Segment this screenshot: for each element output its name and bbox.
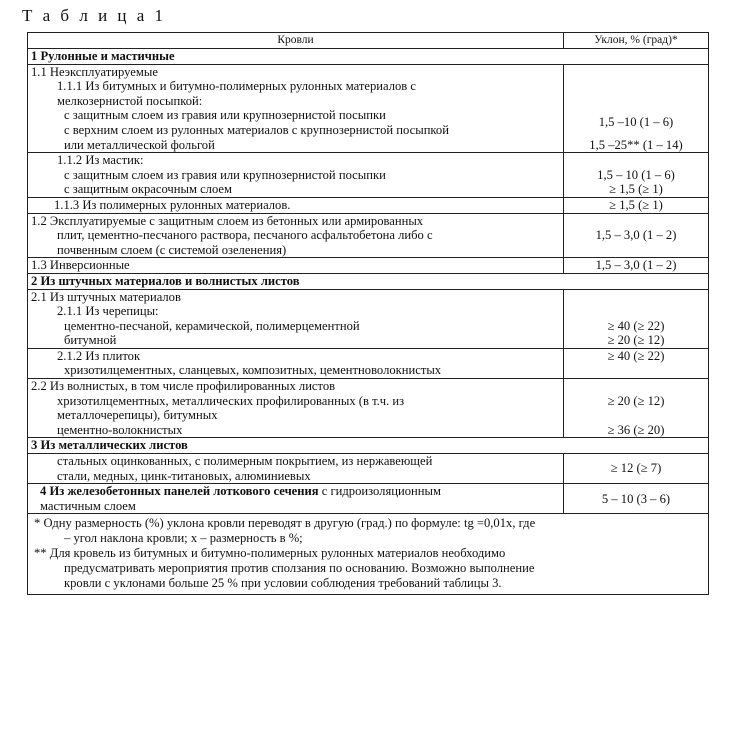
table-row xyxy=(28,379,709,438)
value-cell: 1,5 – 10 (1 – 6) xyxy=(597,167,675,182)
table-row xyxy=(28,197,709,213)
row-1-2-line-c: почвенным слоем (с системой озеленения) xyxy=(57,242,287,257)
row-3-line-a: стальных оцинкованных, с полимерным покрытием, из нержавеющей xyxy=(57,454,433,469)
roof-slope-table xyxy=(27,32,709,595)
table-row xyxy=(28,213,709,258)
value-cell: ≥ 1,5 (≥ 1) xyxy=(609,182,663,197)
row-1-1-2-cell xyxy=(28,153,564,198)
value-cell: ≥ 20 (≥ 12) xyxy=(607,333,665,348)
row-2-1-cell xyxy=(28,289,564,348)
value-cell: ≥ 40 (≥ 22) xyxy=(607,318,665,333)
table-row xyxy=(28,258,709,274)
table-row xyxy=(28,64,709,153)
row-1-1-2-values xyxy=(564,153,709,198)
section-row xyxy=(28,273,709,289)
row-1-1-cell xyxy=(28,64,564,153)
row-1-1-3-title: 1.1.3 Из полимерных рулонных материалов. xyxy=(28,197,564,213)
row-2-1-1-title: 2.1.1 Из черепицы: xyxy=(57,304,159,319)
row-2-2-values xyxy=(564,379,709,438)
value-cell: ≥ 40 (≥ 22) xyxy=(564,348,709,378)
value-cell: ≥ 36 (≥ 20) xyxy=(607,422,665,437)
header-row xyxy=(28,33,709,49)
table-caption: Т а б л и ц а 1 xyxy=(22,6,167,25)
row-4-line-a xyxy=(31,484,560,499)
row-1-3-title: 1.3 Инверсионные xyxy=(28,258,564,274)
section-title-3: 3 Из металлических листов xyxy=(28,438,709,454)
row-1-1-1-line-b: мелкозернистой посыпкой: xyxy=(57,93,203,108)
row-2-1-1-item-2: битумной xyxy=(64,333,117,348)
row-2-2-line-a: 2.2 Из волнистых, в том числе профилированных листов xyxy=(31,379,336,394)
row-2-2-cell xyxy=(28,379,564,438)
row-2-1-2-cell xyxy=(28,348,564,378)
section-title-2: 2 Из штучных материалов и волнистых листов xyxy=(28,273,709,289)
table-row xyxy=(28,484,709,514)
row-3-line-b: стали, медных, цинк-титановых, алюминиевых xyxy=(57,468,311,483)
footnote-1-line-b: – угол наклона кровли; x – размерность в %; xyxy=(64,531,303,546)
section-title-4-rest: с гидроизоляционным xyxy=(318,484,441,499)
row-2-1-1-item-1: цементно-песчаной, керамической, полимерцементной xyxy=(64,318,360,333)
row-2-2-line-c: металлочерепицы), битумных xyxy=(57,408,218,423)
row-1-2-cell xyxy=(28,213,564,258)
table-row xyxy=(28,454,709,484)
notes-row xyxy=(28,514,709,595)
footnote-2-line-c: кровли с уклонами больше 25 % при условии соблюдения требований таблицы 3. xyxy=(64,576,502,591)
footnotes xyxy=(28,514,709,595)
value-cell: 1,5 –25** (1 – 14) xyxy=(589,137,683,152)
row-1-1-1-item-1: с защитным слоем из гравия или крупнозернистой посыпки xyxy=(64,108,386,123)
section-row xyxy=(28,49,709,65)
footnote-2-line-a: ** Для кровель из битумных и битумно-полимерных рулонных материалов необходимо xyxy=(34,546,506,561)
row-1-1-2-title: 1.1.2 Из мастик: xyxy=(57,153,144,168)
value-cell: 1,5 – 3,0 (1 – 2) xyxy=(564,213,709,258)
row-1-1-values xyxy=(564,64,709,153)
row-2-1-values xyxy=(564,289,709,348)
row-2-2-line-d: цементно-волокнистых xyxy=(57,422,183,437)
value-cell: 5 – 10 (3 – 6) xyxy=(564,484,709,514)
row-1-1-2-item-2: с защитным окрасочным слоем xyxy=(64,182,232,197)
header-roofs: Кровли xyxy=(28,33,564,49)
row-2-2-line-b: хризотилцементных, металлических профилированных (в т.ч. из xyxy=(57,393,405,408)
row-1-2-line-a: 1.2 Эксплуатируемые с защитным слоем из бетонных или армированных xyxy=(31,213,424,228)
value-cell: ≥ 1,5 (≥ 1) xyxy=(564,197,709,213)
value-cell: ≥ 12 (≥ 7) xyxy=(564,454,709,484)
footnote-2-line-b: предусматривать мероприятия против сползания по основанию. Возможно выполнение xyxy=(64,561,535,576)
value-cell: 1,5 –10 (1 – 6) xyxy=(598,114,674,129)
table-row xyxy=(28,153,709,198)
row-4-cell xyxy=(28,484,564,514)
row-2-1-title: 2.1 Из штучных материалов xyxy=(31,289,181,304)
row-1-1-title: 1.1 Неэксплуатируемые xyxy=(31,64,158,79)
row-1-2-line-b: плит, цементно-песчаного раствора, песчаного асфальтобетона либо с xyxy=(57,228,433,243)
section-row xyxy=(28,438,709,454)
row-1-1-1-line-a: 1.1.1 Из битумных и битумно-полимерных рулонных материалов с xyxy=(57,79,416,94)
section-title-1: 1 Рулонные и мастичные xyxy=(28,49,709,65)
row-4-line-b: мастичным слоем xyxy=(40,498,136,513)
value-cell: ≥ 20 (≥ 12) xyxy=(607,394,665,409)
table-row xyxy=(28,348,709,378)
header-slope: Уклон, % (град)* xyxy=(564,33,709,49)
row-1-1-2-item-1: с защитным слоем из гравия или крупнозернистой посыпки xyxy=(64,167,386,182)
row-1-1-1-item-2b: или металлической фольгой xyxy=(64,137,215,152)
footnote-1-line-a: * Одну размерность (%) уклона кровли переводят в другую (град.) по формуле: tg =0,01x, где xyxy=(34,516,536,531)
row-1-1-1-item-2a: с верхним слоем из рулонных материалов с крупнозернистой посыпкой xyxy=(64,122,449,137)
row-3-cell xyxy=(28,454,564,484)
table-row xyxy=(28,289,709,348)
row-2-1-2-title: 2.1.2 Из плиток xyxy=(57,348,141,363)
row-2-1-2-item: хризотилцементных, сланцевых, композитных, цементноволокнистых xyxy=(64,363,442,378)
value-cell: 1,5 – 3,0 (1 – 2) xyxy=(564,258,709,274)
section-title-4: 4 Из железобетонных панелей лоткового сечения xyxy=(40,484,319,499)
